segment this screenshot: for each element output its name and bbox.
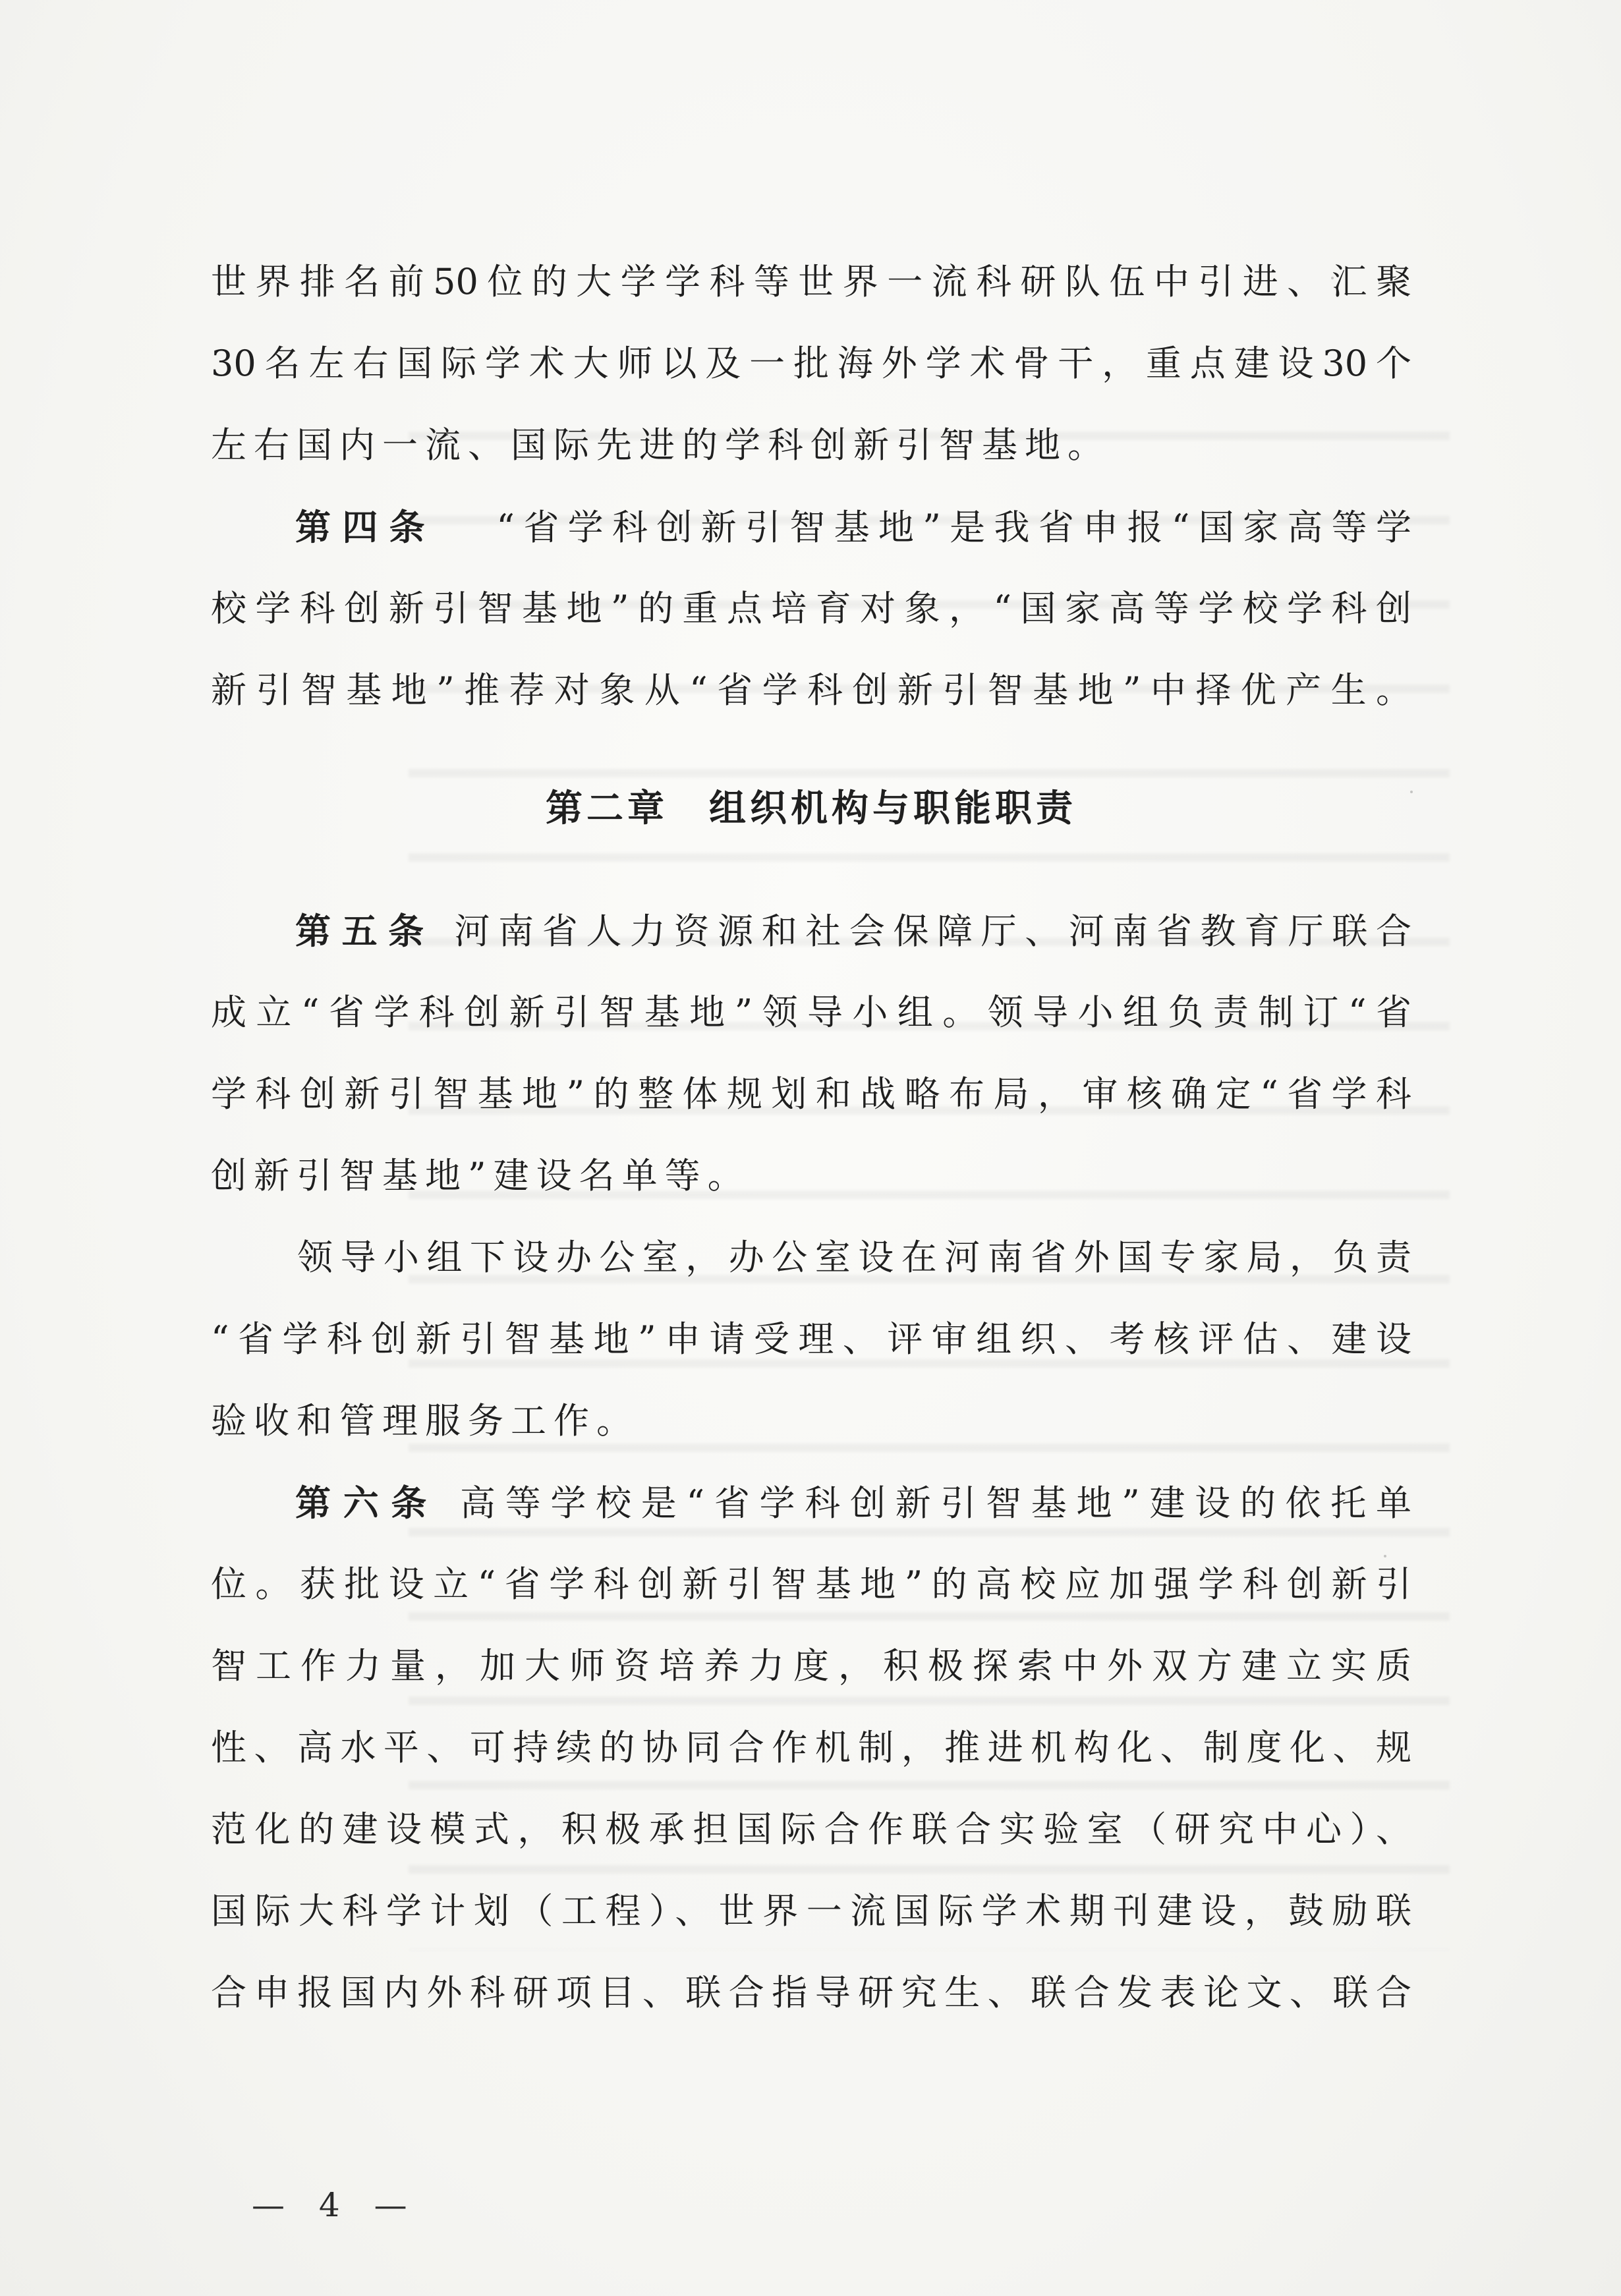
body-line: 成立“省学科创新引智基地”领导小组。领导小组负责制订“省 <box>211 992 1411 1033</box>
article-heading: 第六条 <box>295 1482 440 1524</box>
chapter-title: 第二章 组织机构与职能职责 <box>546 787 1077 830</box>
body-line: 创新引智基地”建设名单等。 <box>211 1155 751 1196</box>
body-line: 左右国内一流、国际先进的学科创新引智基地。 <box>211 424 1110 466</box>
article-text: “省学科创新引智基地”是我省申报“国家高等学 <box>436 507 1411 548</box>
page-number: — 4 — <box>252 2186 419 2224</box>
body-line: 范化的建设模式，积极承担国际合作联合实验室（研究中心）、 <box>211 1808 1411 1850</box>
article-text: 河南省人力资源和社会保障厅、河南省教育厅联合 <box>434 910 1411 952</box>
article-heading: 第五条 <box>295 910 435 952</box>
body-line: 新引智基地”推荐对象从“省学科创新引智基地”中择优产生。 <box>211 669 1411 711</box>
article-text: 高等学校是“省学科创新引智基地”建设的依托单 <box>439 1482 1411 1524</box>
body-line: 合申报国内外科研项目、联合指导研究生、联合发表论文、联合 <box>211 1972 1411 2013</box>
scan-speck <box>1384 1555 1386 1557</box>
body-line: 30名左右国际学术大师以及一批海外学术骨干，重点建设30个 <box>211 343 1411 384</box>
body-line: 校学科创新引智基地”的重点培育对象，“国家高等学校学科创 <box>211 588 1411 629</box>
article-6-line <box>211 1473 1411 1532</box>
body-line: 学科创新引智基地”的整体规划和战略布局，审核确定“省学科 <box>211 1073 1411 1115</box>
article-4-line <box>211 497 1411 557</box>
body-line: 位。获批设立“省学科创新引智基地”的高校应加强学科创新引 <box>211 1563 1411 1605</box>
body-line: 领导小组下设办公室，办公室设在河南省外国专家局，负责 <box>211 1237 1411 1278</box>
article-5-line <box>211 901 1411 961</box>
body-line: 验收和管理服务工作。 <box>211 1400 639 1442</box>
body-line: 国际大科学计划（工程）、世界一流国际学术期刊建设，鼓励联 <box>211 1890 1411 1932</box>
body-line: 智工作力量，加大师资培养力度，积极探索中外双方建立实质 <box>211 1645 1411 1687</box>
body-line: 世界排名前50位的大学学科等世界一流科研队伍中引进、汇聚 <box>211 261 1411 302</box>
scan-speck <box>1331 277 1334 279</box>
article-heading: 第四条 <box>295 506 436 548</box>
body-line: “省学科创新引智基地”申请受理、评审组织、考核评估、建设 <box>211 1318 1411 1360</box>
body-line: 性、高水平、可持续的协同合作机制，推进机构化、制度化、规 <box>211 1727 1411 1768</box>
scan-speck <box>1410 791 1413 793</box>
